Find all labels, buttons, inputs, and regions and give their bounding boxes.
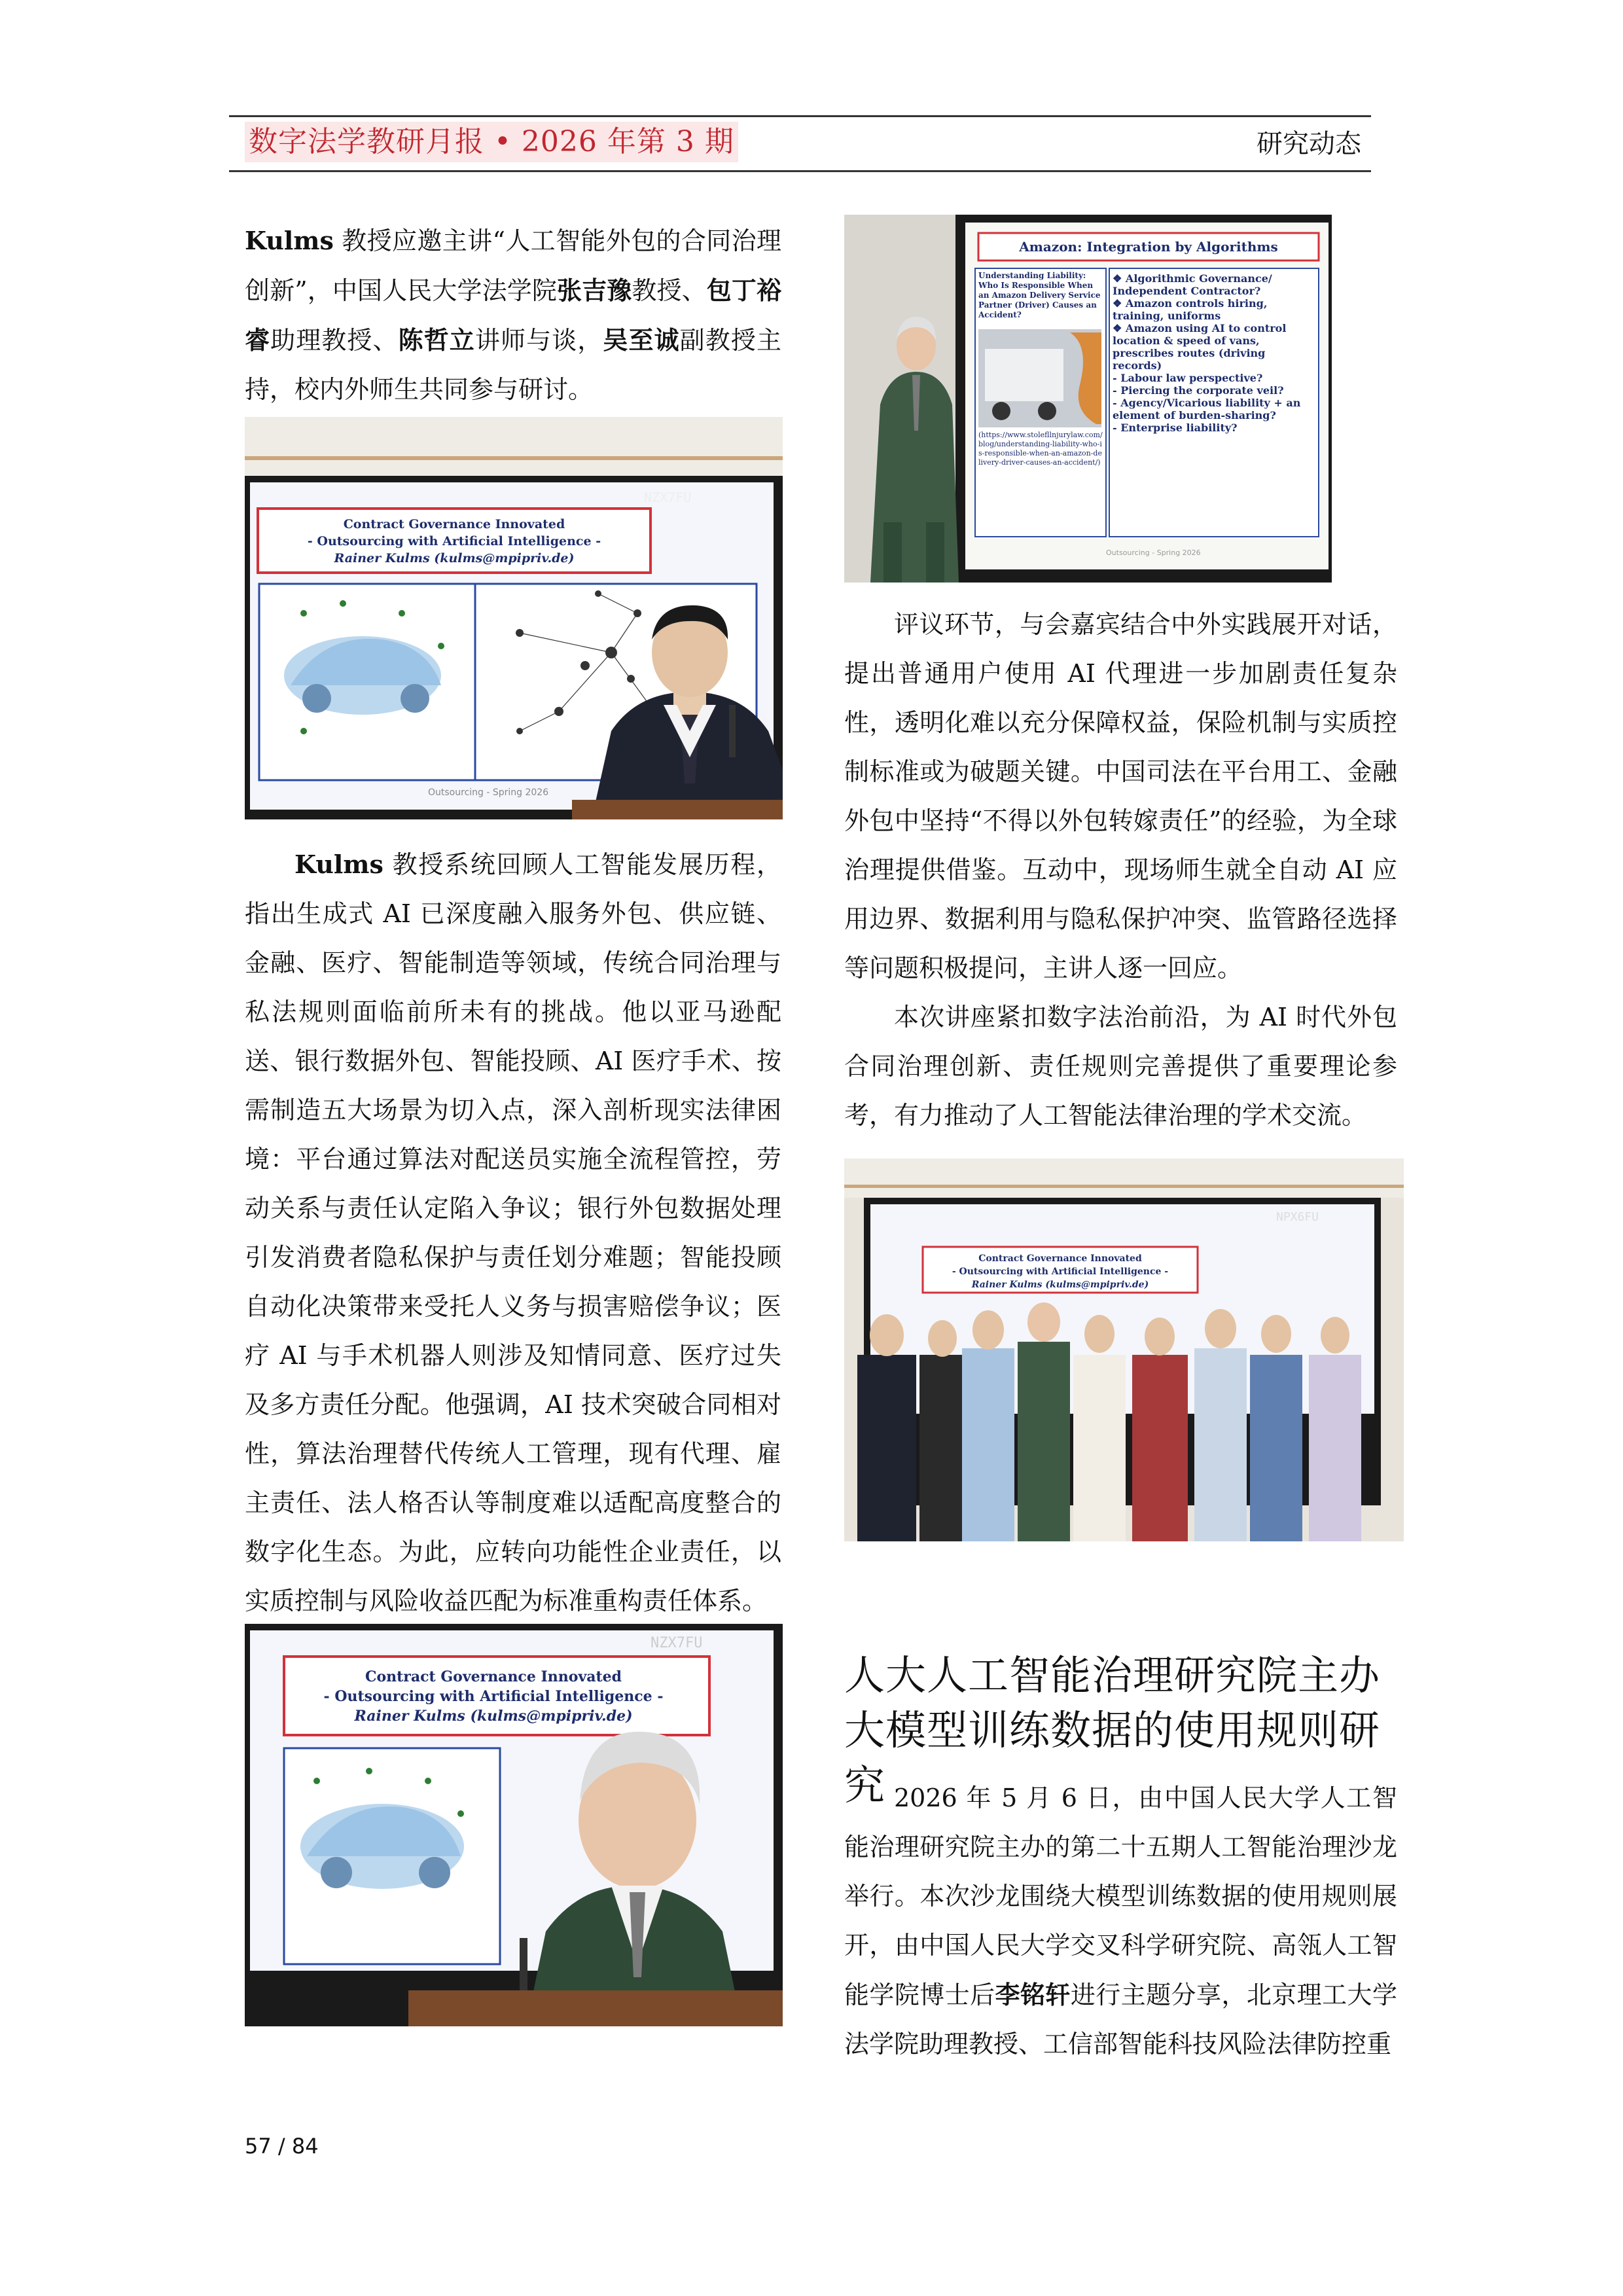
photo-kulms-lecture xyxy=(245,1624,783,2026)
slide-bullet: - Piercing the corporate veil? xyxy=(1113,384,1284,397)
svg-text:NZX7FU: NZX7FU xyxy=(651,1635,703,1651)
svg-text:Rainer Kulms (kulms@mpipriv.de: Rainer Kulms (kulms@mpipriv.de) xyxy=(971,1280,1149,1290)
photo-amazon-slide: Amazon: Integration by Algorithms Understanding Liability: Who Is Responsible When an Amazon Delivery Service Partner (Driver) Causes an Accident? (https://www.stolefllnjurylaw.com/blog/understanding-liability-who-is-responsible-when-an-amazon-delivery-driver-causes-an-accident/) ❖ Algorithmic Governance/ Independent Contractor? ❖ Amazon controls hiring, training, uniforms ❖ Amazon using AI to control location & speed of vans, prescribes routes (driving records) - Labour law perspective? - Piercing the corporate veil? - Agency/Vicarious liability + an element of burden-sharing? - Enterprise liability? Outsourcing - Spring 2026 xyxy=(844,215,1332,583)
slide-bullet: - Agency/Vicarious liability + an element of burden-sharing? xyxy=(1113,397,1301,422)
svg-text:Outsourcing - Spring 2026: Outsourcing - Spring 2026 xyxy=(1106,548,1201,557)
photo-host-speaker xyxy=(245,417,783,819)
left-paragraph-2: Kulms 教授系统回顾人工智能发展历程，指出生成式 AI 已深度融入服务外包、供应链、金融、医疗、智能制造等领域，传统合同治理与私法规则面临前所未有的挑战。他以亚马逊配送、银行数据外包、智能投顾、AI 医疗手术、按需制造五大场景为切入点，深入剖析现实法律困境：平台通过算法对配送员实施全流程管控，劳动关系与责任认定陷入争议；银行外包数据处理引发消费者隐私保护与责任划分难题；智能投顾自动化决策带来受托人义务与损害赔偿争议；医疗 AI 与手术机器人则涉及知情同意、医疗过失及多方责任分配。他强调，AI 技术突破合同相对性，算法治理替代传统人工管理，现有代理、雇主责任、法人格否认等制度难以适配高度整合的数字化生态。为此，应转向功能性企业责任，以实质控制与风险收益匹配为标准重构责任体系。 xyxy=(245,850,781,1615)
photo-group xyxy=(844,1158,1404,1541)
screen-code: NZX7FU xyxy=(644,490,692,505)
svg-text:Amazon: Integration by Algorit: Amazon: Integration by Algorithms xyxy=(1019,239,1278,255)
svg-text:Rainer Kulms (kulms@mpipriv.de: Rainer Kulms (kulms@mpipriv.de) xyxy=(354,1708,633,1725)
right-paragraph-3: 2026 年 5 月 6 日，由中国人民大学人工智能治理研究院主办的第二十五期人工智能治理沙龙举行。本次沙龙围绕大模型训练数据的使用规则展开，由中国人民大学交叉科学研究院、高瓴人工智能学院博士后李铭轩进行主题分享，北京理工大学法学院助理教授、工信部智能科技风险法律防控重 xyxy=(844,1784,1397,2058)
slide-bullet: ❖ Algorithmic Governance/ Independent Contractor? xyxy=(1113,272,1272,297)
left-paragraph-1: Kulms 教授应邀主讲“人工智能外包的合同治理创新”，中国人民大学法学院张吉豫教授、包丁裕睿助理教授、陈哲立讲师与谈，吴至诚副教授主持，校内外师生共同参与研讨。 xyxy=(245,226,781,404)
section-label: 研究动态 xyxy=(1257,129,1361,159)
svg-text:Contract Governance Innovated: Contract Governance Innovated xyxy=(343,517,565,531)
group-people xyxy=(857,1302,1361,1541)
svg-text:Contract Governance Innovated: Contract Governance Innovated xyxy=(978,1253,1142,1264)
right-paragraph-2: 本次讲座紧扣数字法治前沿，为 AI 时代外包合同治理创新、责任规则完善提供了重要理论参考，有力推动了人工智能法律治理的学术交流。 xyxy=(844,1003,1397,1130)
svg-text:- Outsourcing with Artificial: - Outsourcing with Artificial Intelligence - xyxy=(952,1266,1169,1277)
svg-text:Rainer Kulms (kulms@mpipriv.de: Rainer Kulms (kulms@mpipriv.de) xyxy=(334,551,575,565)
section-heading: 人大人工智能治理研究院主办大模型训练数据的使用规则研究 xyxy=(844,1651,1381,1809)
slide-bullet: - Labour law perspective? xyxy=(1113,372,1263,384)
slide-bullet: ❖ Amazon using AI to control location & speed of vans, prescribes routes (driving records) xyxy=(1113,322,1287,372)
slide-bullet: ❖ Amazon controls hiring, training, uniforms xyxy=(1113,297,1268,322)
svg-text:- Outsourcing with Artificial: - Outsourcing with Artificial Intelligence - xyxy=(323,1688,664,1705)
svg-text:Contract Governance Innovated: Contract Governance Innovated xyxy=(365,1668,622,1685)
page-number: 57 / 84 xyxy=(245,2134,319,2159)
header-rule-top xyxy=(229,115,1371,117)
header-rule-bottom xyxy=(229,170,1371,172)
right-paragraph-1: 评议环节，与会嘉宾结合中外实践展开对话，提出普通用户使用 AI 代理进一步加剧责任复杂性，透明化难以充分保障权益，保险机制与实质控制标准或为破题关键。中国司法在平台用工、金融外包中坚持“不得以外包转嫁责任”的经验，为全球治理提供借鉴。互动中，现场师生就全自动 AI 应用边界、数据利用与隐私保护冲突、监管路径选择等问题积极提问，主讲人逐一回应。 xyxy=(844,610,1397,982)
svg-text:NPX6FU: NPX6FU xyxy=(1276,1210,1319,1224)
slide-bullet: - Enterprise liability? xyxy=(1113,422,1238,434)
svg-text:- Outsourcing with Artificial: - Outsourcing with Artificial Intelligence - xyxy=(307,534,601,548)
journal-title: 数字法学教研月报 • 2026 年第 3 期 xyxy=(245,122,738,162)
svg-text:Outsourcing - Spring 2026: Outsourcing - Spring 2026 xyxy=(428,787,549,798)
